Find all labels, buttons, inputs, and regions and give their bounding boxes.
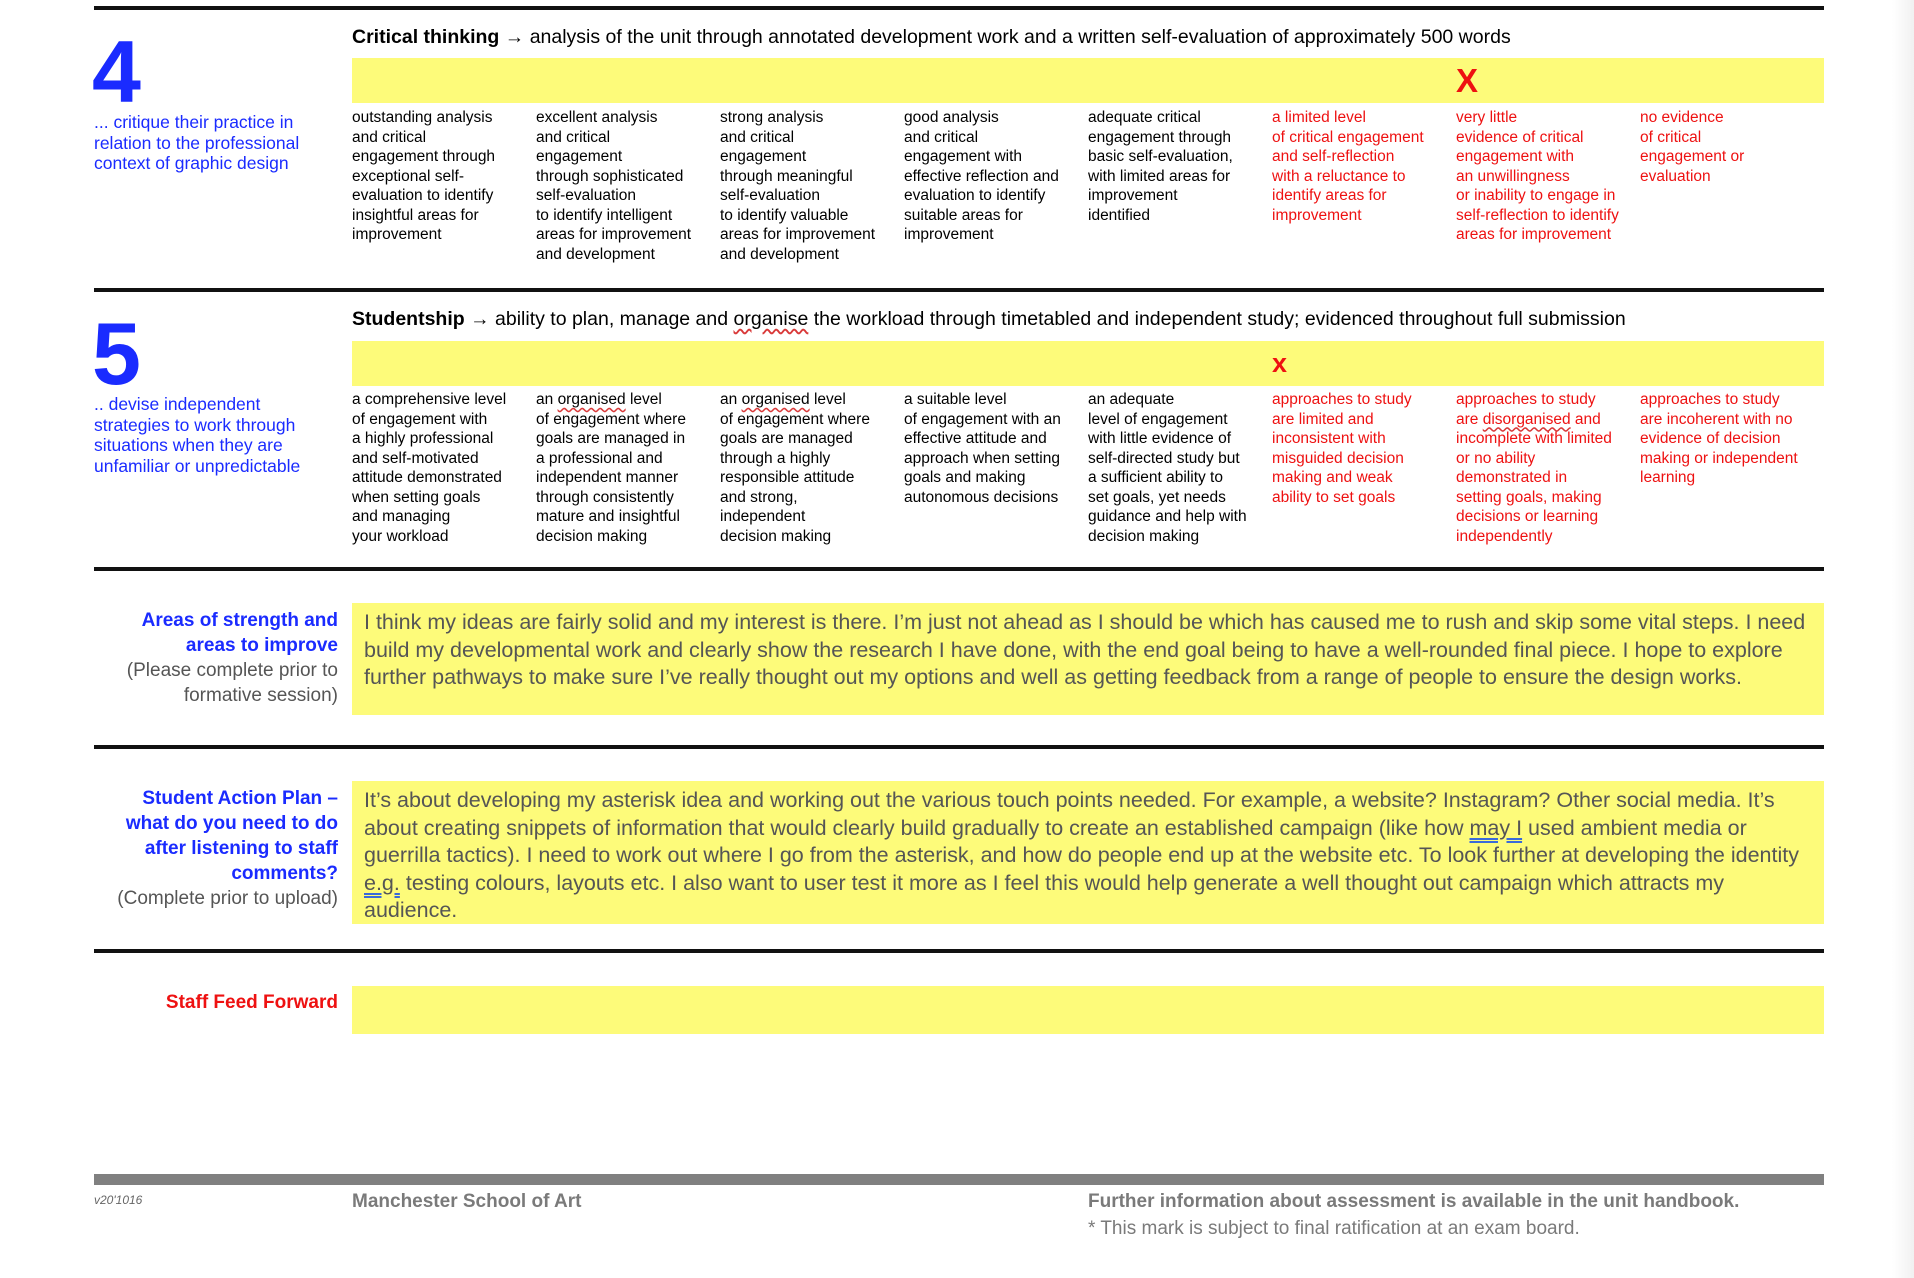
outcome-text-5: .. devise independent strategies to work through situations when they are unfamiliar or unpredictable xyxy=(94,394,301,476)
criterion-name: Studentship xyxy=(352,308,465,330)
level-descriptor: adequate critical engagement through basic self-evaluation, with limited areas for improvement identified xyxy=(1088,109,1233,224)
section-rule xyxy=(94,288,1824,292)
level-descriptor: a suitable level of engagement with an effective attitude and approach when setting goals and making autonomous decisions xyxy=(904,391,1061,506)
grammar-flag: e.g. xyxy=(364,870,400,895)
level-descriptor-fail: approaches to study are incoherent with no evidence of decision making or independent learning xyxy=(1640,391,1798,486)
criterion-title-5 xyxy=(352,307,1626,331)
level-descriptor-fail: approaches to study are limited and inconsistent with misguided decision making and weak ability to set goals xyxy=(1272,391,1412,506)
ratification-note: * This mark is subject to final ratification at an exam board. xyxy=(1088,1218,1580,1239)
level-text: level of engagement where goals are managed through a highly responsible attitude and strong, independent decision making xyxy=(720,391,870,545)
spellcheck-word: organised xyxy=(741,391,810,408)
selected-mark-4: X xyxy=(1456,62,1479,99)
action-plan-label-note: (Complete prior to upload) xyxy=(117,888,338,909)
criterion-title-4 xyxy=(352,25,1511,49)
level-text: level of engagement where goals are managed in a professional and independent manner through consistently mature and insightful decision making xyxy=(536,391,686,545)
criterion-description: → ability to plan, manage and xyxy=(464,308,734,330)
level-descriptor: an adequate level of engagement with little evidence of self-directed study but a sufficient ability to set goals, yet needs guidance and help with decision making xyxy=(1088,391,1247,545)
strengths-textbox[interactable]: I think my ideas are fairly solid and my interest is there. I’m just not ahead as I should be which has caused me to rush and skip some vital steps. I need build my developmental work and clearly show the research I have done, with the end goal being to have a well-rounded final piece. I hope to explore further pathways to make sure I’ve really thought out my options and well as getting feedback from a range of people to ensure the design works. xyxy=(352,603,1824,715)
level-descriptor xyxy=(720,390,904,546)
section-rule xyxy=(94,567,1824,571)
mark-band-5[interactable] xyxy=(352,341,1824,386)
action-plan-label xyxy=(94,786,338,911)
feed-forward-label xyxy=(94,990,338,1015)
handbook-note: Further information about assessment is available in the unit handbook. xyxy=(1088,1191,1740,1212)
selected-mark-5: x xyxy=(1272,348,1288,378)
grammar-flag: may I xyxy=(1469,815,1523,840)
outcome-number-4: 4 xyxy=(92,22,141,121)
level-text: approaches to study are xyxy=(1456,391,1596,428)
action-plan-label-title: Student Action Plan – what do you need to do after listening to staff comments? xyxy=(125,788,338,884)
action-plan-text: testing colours, layouts etc. I also want to user test it more as I feel this would help generate a well thought out campaign which attracts my audience. xyxy=(364,870,1724,922)
level-descriptor: strong analysis and critical engagement through meaningful self-evaluation to identify valuable areas for improvement and development xyxy=(720,109,876,263)
action-plan-text: used ambient media or guerrilla tactics). I need to work out where I go from the asterisk, and how do people end up at the website etc. To look further at developing the identity xyxy=(364,815,1799,867)
criterion-name: Critical thinking xyxy=(352,26,500,48)
level-descriptors-4 xyxy=(352,108,1824,264)
spellcheck-word: organise xyxy=(733,308,809,330)
spellcheck-word: organised xyxy=(557,391,626,408)
footer-bar xyxy=(94,1174,1824,1185)
level-descriptor: good analysis and critical engagement with effective reflection and evaluation to identify suitable areas for improvement xyxy=(904,109,1059,243)
level-descriptor-fail: a limited level of critical engagement and self-reflection with a reluctance to identify areas for improvement xyxy=(1272,109,1424,224)
level-descriptor: excellent analysis and critical engagement through sophisticated self-evaluation to identify intelligent areas for improvement and development xyxy=(536,109,692,263)
level-descriptor: a comprehensive level of engagement with a highly professional and self-motivated attitude demonstrated when setting goals and managing your workload xyxy=(352,391,507,545)
section-rule xyxy=(94,949,1824,953)
criterion-description-end: the workload through timetabled and independent study; evidenced throughout full submission xyxy=(808,308,1626,330)
section-rule xyxy=(94,745,1824,749)
level-text: an xyxy=(536,391,558,408)
level-descriptor xyxy=(536,390,720,546)
feed-forward-textbox[interactable] xyxy=(352,986,1824,1034)
level-descriptor-fail xyxy=(1456,390,1640,546)
version-label: v20'1016 xyxy=(94,1193,143,1207)
action-plan-textbox[interactable] xyxy=(352,781,1824,924)
level-descriptors-5 xyxy=(352,390,1824,546)
school-name: Manchester School of Art xyxy=(352,1191,582,1212)
criterion-description: → analysis of the unit through annotated development work and a written self-evaluation of approximately 500 words xyxy=(499,26,1511,48)
level-descriptor: outstanding analysis and critical engagement through exceptional self- evaluation to identify insightful areas for improvement xyxy=(352,109,496,243)
level-text: an xyxy=(720,391,742,408)
action-plan-text: It’s about developing my asterisk idea and working out the various touch points needed. For example, a website? Instagram? Other social media. It’s about creating snippets of information that would clearly build gradually to create an established campaign (like how xyxy=(364,788,1775,840)
level-descriptor-fail: no evidence of critical engagement or evaluation xyxy=(1640,109,1745,185)
level-descriptor-fail: very little evidence of critical engagement with an unwillingness or inability to engage in self-reflection to identify areas for improvement xyxy=(1456,109,1619,243)
strengths-label xyxy=(94,608,338,708)
feed-forward-label-title: Staff Feed Forward xyxy=(165,992,338,1013)
level-text: and incomplete with limited or no ability demonstrated in setting goals, making decisions or learning independently xyxy=(1456,410,1612,545)
mark-band-4[interactable] xyxy=(352,58,1824,103)
outcome-text-4: ... critique their practice in relation to the professional context of graphic design xyxy=(94,112,300,173)
strengths-label-note: (Please complete prior to formative session) xyxy=(126,660,338,706)
window-edge xyxy=(1892,0,1914,1278)
spellcheck-word: disorganised xyxy=(1482,410,1571,428)
outcome-number-5: 5 xyxy=(92,304,141,403)
strengths-label-title: Areas of strength and areas to improve xyxy=(141,610,338,656)
top-rule xyxy=(94,6,1824,10)
